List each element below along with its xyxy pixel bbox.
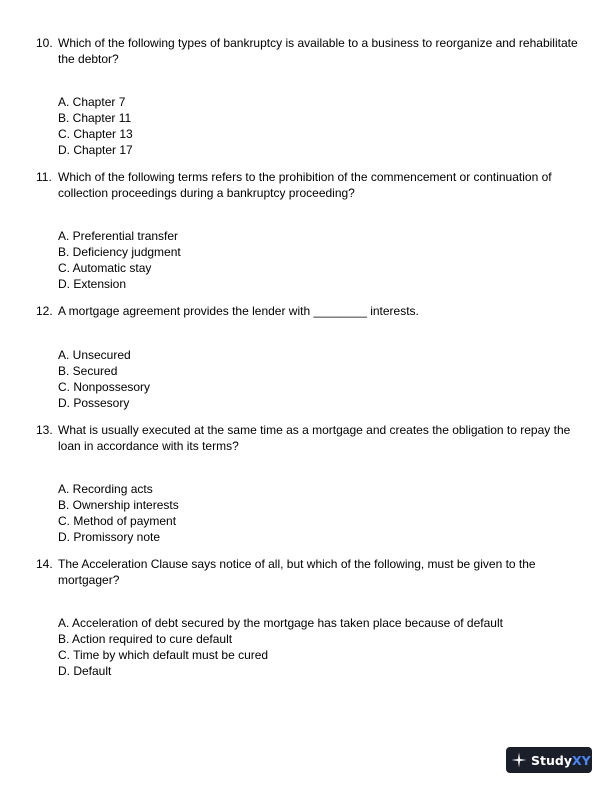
option-b: B. Chapter 11 bbox=[58, 111, 132, 125]
question-number: 10. bbox=[36, 36, 53, 50]
option-b: B. Deficiency judgment bbox=[58, 245, 181, 259]
option-a: A. Unsecured bbox=[58, 348, 131, 362]
question-number: 14. bbox=[36, 557, 53, 571]
question-text: Which of the following types of bankruptcy is available to a business to reorganize and rehabilitate the debtor? bbox=[58, 36, 578, 66]
question-number: 11. bbox=[36, 170, 52, 184]
option-a: A. Acceleration of debt secured by the mortgage has taken place because of default bbox=[58, 616, 503, 630]
plus-star-icon bbox=[511, 752, 527, 768]
option-c: C. Time by which default must be cured bbox=[58, 648, 269, 662]
option-b: B. Ownership interests bbox=[58, 498, 179, 512]
option-a: A. Chapter 7 bbox=[58, 95, 126, 109]
option-d: D. Chapter 17 bbox=[58, 143, 133, 157]
question-text: What is usually executed at the same time as a mortgage and creates the obligation to repay the loan in accordance with its terms? bbox=[58, 423, 571, 453]
option-b: B. Secured bbox=[58, 364, 118, 378]
question-number: 13. bbox=[36, 423, 53, 437]
logo-wordmark bbox=[531, 753, 591, 768]
logo-brand-main: Study bbox=[531, 752, 572, 768]
option-c: C. Method of payment bbox=[58, 514, 177, 528]
option-b: B. Action required to cure default bbox=[58, 632, 233, 646]
option-d: D. Promissory note bbox=[58, 530, 161, 544]
option-a: A. Preferential transfer bbox=[58, 229, 179, 243]
option-c: C. Chapter 13 bbox=[58, 127, 133, 141]
question-number: 12. bbox=[36, 304, 53, 318]
studyxy-logo bbox=[506, 747, 592, 773]
question-text: A mortgage agreement provides the lender with ________ interests. bbox=[58, 304, 419, 318]
option-a: A. Recording acts bbox=[58, 482, 153, 496]
option-c: C. Automatic stay bbox=[58, 261, 152, 275]
option-d: D. Possesory bbox=[58, 396, 130, 410]
option-c: C. Nonpossesory bbox=[58, 380, 151, 394]
question-text: The Acceleration Clause says notice of all, but which of the following, must be given to the mortgager? bbox=[58, 557, 536, 587]
question-text: Which of the following terms refers to the prohibition of the commencement or continuation of collection proceedings during a bankruptcy proceeding? bbox=[58, 170, 552, 200]
option-d: D. Extension bbox=[58, 277, 127, 291]
option-d: D. Default bbox=[58, 664, 112, 678]
logo-brand-accent: XY bbox=[571, 752, 591, 768]
